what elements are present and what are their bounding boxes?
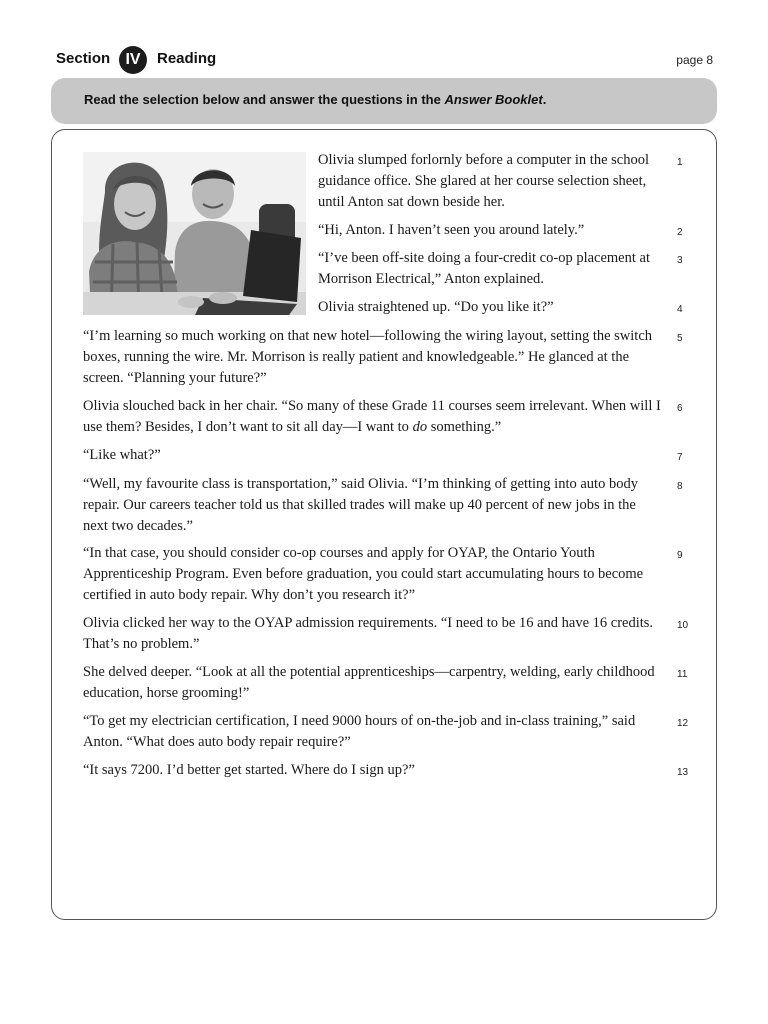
- instruction-text-end: .: [542, 92, 547, 107]
- paragraph-number-13: 13: [677, 767, 689, 778]
- paragraph-7: “Like what?”: [83, 447, 161, 463]
- page-number: page 8: [676, 53, 713, 67]
- paragraph-2: “Hi, Anton. I haven’t seen you around lately.”: [318, 222, 585, 238]
- page-header: [56, 45, 713, 77]
- paragraph-5: “I’m learning so much working on that new hotel—following the wiring layout, setting the switch boxes, running the wire. Mr. Morrison is really patient and knowledgeable.” He glanced at the screen. “Planning your future?”: [83, 328, 653, 386]
- paragraph-6-text-end: something.”: [427, 419, 502, 435]
- paragraph-11: She delved deeper. “Look at all the potential apprenticeships—carpentry, welding, early childhood education, horse grooming!”: [83, 664, 655, 701]
- instruction-text: [84, 92, 546, 107]
- photo-illustration: [83, 152, 306, 315]
- paragraph-number-11: 11: [677, 669, 688, 680]
- paragraph-1: Olivia slumped forlornly before a computer in the school guidance office. She glared at her course selection sheet, until Anton sat down beside her.: [318, 152, 649, 210]
- paragraph-10: Olivia clicked her way to the OYAP admission requirements. “I need to be 16 and have 16 credits. That’s no problem.”: [83, 615, 654, 652]
- paragraph-6: [83, 396, 663, 438]
- section-number-badge: IV: [119, 46, 147, 74]
- paragraph-number-5: 5: [677, 333, 683, 344]
- paragraph-number-4: 4: [677, 304, 683, 315]
- instruction-banner: [51, 78, 717, 124]
- paragraph-number-3: 3: [677, 255, 683, 266]
- paragraph-number-12: 12: [677, 718, 689, 729]
- paragraph-number-2: 2: [677, 227, 683, 238]
- instruction-text-start: Read the selection below and answer the questions in the: [84, 92, 445, 107]
- paragraph-3: “I’ve been off-site doing a four-credit co-op placement at Morrison Electrical,” Anton explained.: [318, 250, 650, 287]
- students-at-laptop-photo: [83, 152, 306, 315]
- paragraph-number-10: 10: [677, 620, 689, 631]
- paragraph-12: “To get my electrician certification, I need 9000 hours of on-the-job and in-class training,” said Anton. “What does auto body repair require?”: [83, 713, 636, 750]
- paragraph-number-6: 6: [677, 403, 683, 414]
- paragraph-6-text-start: Olivia slouched back in her chair. “So many of these Grade 11 courses seem irrelevant. When will I use them? Besides, I don’t want to sit all day—I want to: [83, 398, 661, 435]
- paragraph-8: “Well, my favourite class is transportation,” said Olivia. “I’m thinking of getting into auto body repair. Our careers teacher told us that skilled trades will make up 40 percent of new jobs in the next two decades.”: [83, 476, 638, 534]
- paragraph-6-emphasis: do: [412, 419, 428, 435]
- paragraph-number-8: 8: [677, 481, 683, 492]
- paragraph-number-1: 1: [677, 157, 683, 168]
- paragraph-number-7: 7: [677, 452, 683, 463]
- paragraph-13: “It says 7200. I’d better get started. Where do I sign up?”: [83, 762, 415, 778]
- paragraph-4: Olivia straightened up. “Do you like it?”: [318, 299, 554, 315]
- answer-booklet-title: Answer Booklet: [444, 92, 543, 107]
- paragraph-number-9: 9: [677, 550, 683, 561]
- section-label: Section: [56, 50, 111, 67]
- paragraph-9: “In that case, you should consider co-op courses and apply for OYAP, the Ontario Youth Apprenticeship Program. Even before graduation, you could start accumulating hours to become certified in auto body repair. Why don’t you research it?”: [83, 545, 644, 603]
- section-name: Reading: [157, 50, 217, 67]
